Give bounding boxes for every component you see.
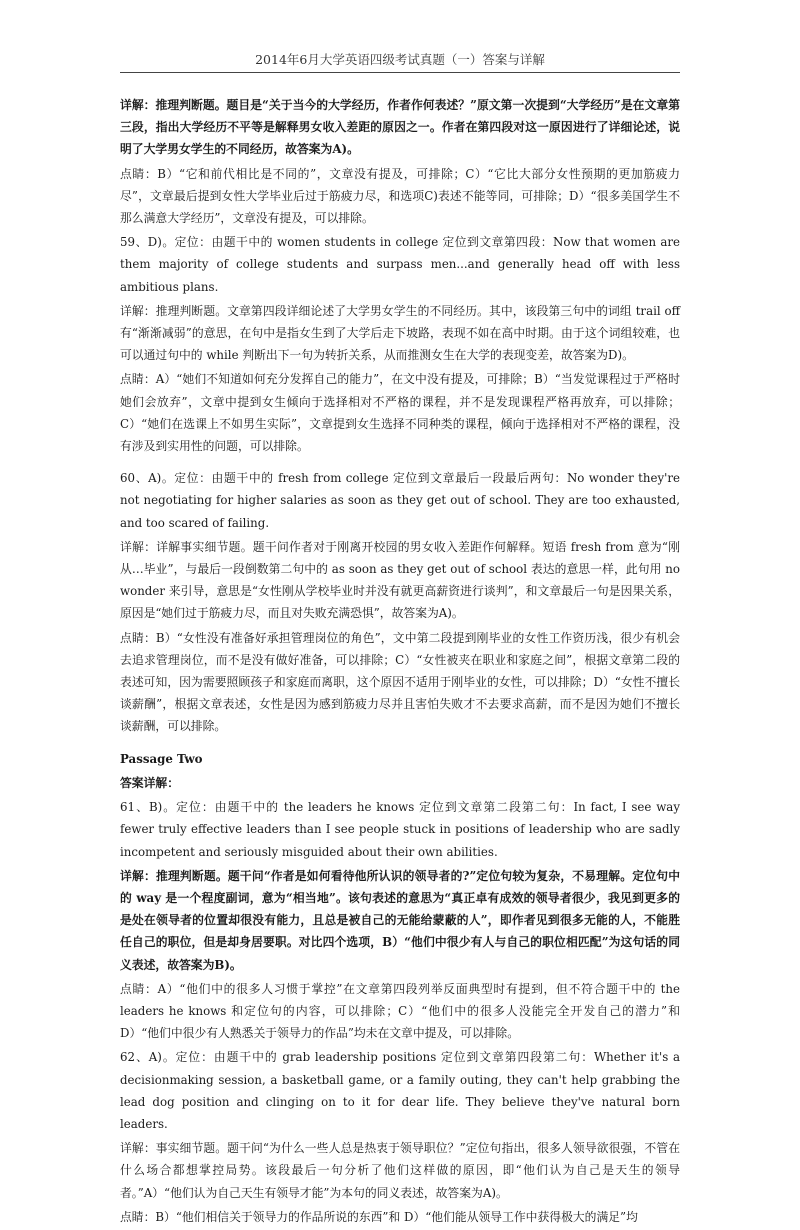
- paragraph-13: 点睛：A）“他们中的很多人习惯于掌控”在文章第四段列举反面典型时有提到，但不符合题干中的 the leaders he knows 和定位句的内容，可以排除；C）“他们中的很多人没能完全开发自己的潜力”和 D）“他们中很少有人熟悉关于领导力的作品”均未在文章中提及，可以排除。: [120, 981, 680, 1041]
- paragraph-1: 详解：推理判断题。题目是“关于当今的大学经历，作者作何表述？”原文第一次提到“大学经历”是在文章第三段，指出大学经历不平等是解释男女收入差距的原因之一。作者在第四段对这一原因进行了详细论述，说明了大学男女学生的不同经历，故答案为A)。: [120, 98, 680, 157]
- paragraph-2: 点睛：B）“它和前代相比是不同的”，文章没有提及，可排除；C）“它比大部分女性预期的更加筋疲力尽”，文章最后提到女性大学毕业后过于筋疲力尽，和选项C)表述不能等同，可排除；D）“很多美国学生不那么满意大学经历”，文章没有提及，可以排除。: [120, 166, 680, 226]
- paragraph-16: 点睛：B）“他们相信关于领导力的作品所说的东西”和 D）“他们能从领导工作中获得极大的满足”均: [120, 1209, 638, 1224]
- paragraph-12: 详解：推理判断题。题干问“作者是如何看待他所认识的领导者的?”定位句较为复杂，不易理解。定位句中的 way 是一个程度副词，意为“相当地”。该句表述的意思为“真正卓有成效的领导者很少，我见到更多的是处在领导者的位置却很没有能力，且总是被自己的无能给蒙蔽的人”，即作者见到很多无能的人，不能胜任自己的职位，但是却身居要职。对比四个选项，B）“他们中很少有人与自己的职位相匹配”为这句话的同义表述，故答案为B)。: [120, 868, 680, 972]
- paragraph-4: 详解：推理判断题。文章第四段详细论述了大学男女学生的不同经历。其中，该段第三句中的词组 trail off 有“渐渐减弱”的意思，在句中是指女生到了大学后走下坡路，表现不如在高中时期。由于这个词组较难，也可以通过句中的 while 判断出下一句为转折关系，从而推测女生在大学的表现变差，故答案为D)。: [120, 303, 680, 363]
- paragraph-5: 点睛：A）“她们不知道如何充分发挥自己的能力”，在文中没有提及，可排除；B）“当发觉课程过于严格时她们会放弃”，文章中提到女生倾向于选择相对不严格的课程，并不是发现课程严格再放弃，可以排除；C）“她们在选课上不如男生实际”，文章提到女生选择不同种类的课程，倾向于选择相对不严格的课程，没有涉及到实用性的问题，可以排除。: [120, 372, 680, 454]
- paragraph-10: 答案详解：: [120, 775, 179, 790]
- paragraph-7: 详解：详解事实细节题。题干问作者对于刚离开校园的男女收入差距作何解释。短语 fresh from 意为“刚从…毕业”，与最后一段倒数第二句中的 as soon as they get out of school 表达的意思一样，此句用 no wonder 来引导，意思是“女性刚从学校毕业时并没有就更高薪资进行谈判”，和文章最后一句是因果关系，原因是“她们过于筋疲力尽，而且对失败充满恐惧”，故答案为A)。: [120, 539, 680, 621]
- paragraph-6: 60、A)。定位：由题干中的 fresh from college 定位到文章最后一段最后两句：No wonder they're not negotiating for higher salaries as soon as they get out of school. They are too exhausted, and too scared of failing.: [120, 471, 680, 530]
- paragraph-9: Passage Two: [120, 751, 203, 766]
- paragraph-8: 点睛：B）“女性没有准备好承担管理岗位的角色”，文中第二段提到刚毕业的女性工作资历浅，很少有机会去追求管理岗位，而不是没有做好准备，可以排除；C）“女性被夹在职业和家庭之间”，根据文章第二段的表述可知，因为需要照顾孩子和家庭而离职，这个原因不适用于刚毕业的女性，可以排除；D）“女性不擅长谈薪酬”，根据文章表述，女性是因为感到筋疲力尽并且害怕失败才不去要求高薪，而不是因为她们不擅长谈薪酬，可以排除。: [120, 630, 680, 734]
- answer-explanations: [120, 94, 680, 1230]
- paragraph-11: 61、B)。定位：由题干中的 the leaders he knows 定位到文章第二段第二句：In fact, I see way fewer truly effective leaders than I see people stuck in positions of leadership who are sadly incompetent and seriously misguided about their own abilities.: [120, 800, 680, 859]
- paragraph-15: 详解：事实细节题。题干问“为什么一些人总是热衷于领导职位？”定位句指出，很多人领导欲很强，不管在什么场合都想掌控局势。该段最后一句分析了他们这样做的原因，即“他们认为自己是天生的领导者。”A）“他们认为自己天生有领导才能”为本句的同义表述，故答案为A)。: [120, 1141, 680, 1200]
- page-header: 2014年6月大学英语四级考试真题（一）答案与详解: [120, 50, 680, 73]
- paragraph-spacer: [120, 459, 680, 467]
- paragraph-3: 59、D)。定位：由题干中的 women students in college 定位到文章第四段：Now that women are them majority of college students and surpass men...and generally head off with less ambitious plans.: [120, 235, 680, 294]
- paragraph-14: 62、A)。定位：由题干中的 grab leadership positions 定位到文章第四段第二句：Whether it's a decisionmaking session, a basketball game, or a family outing, they can't help grabbing the lead dog position and clinging on to it for dear life. They believe they've natural born leaders.: [120, 1050, 680, 1131]
- paragraph-spacer: [120, 740, 680, 748]
